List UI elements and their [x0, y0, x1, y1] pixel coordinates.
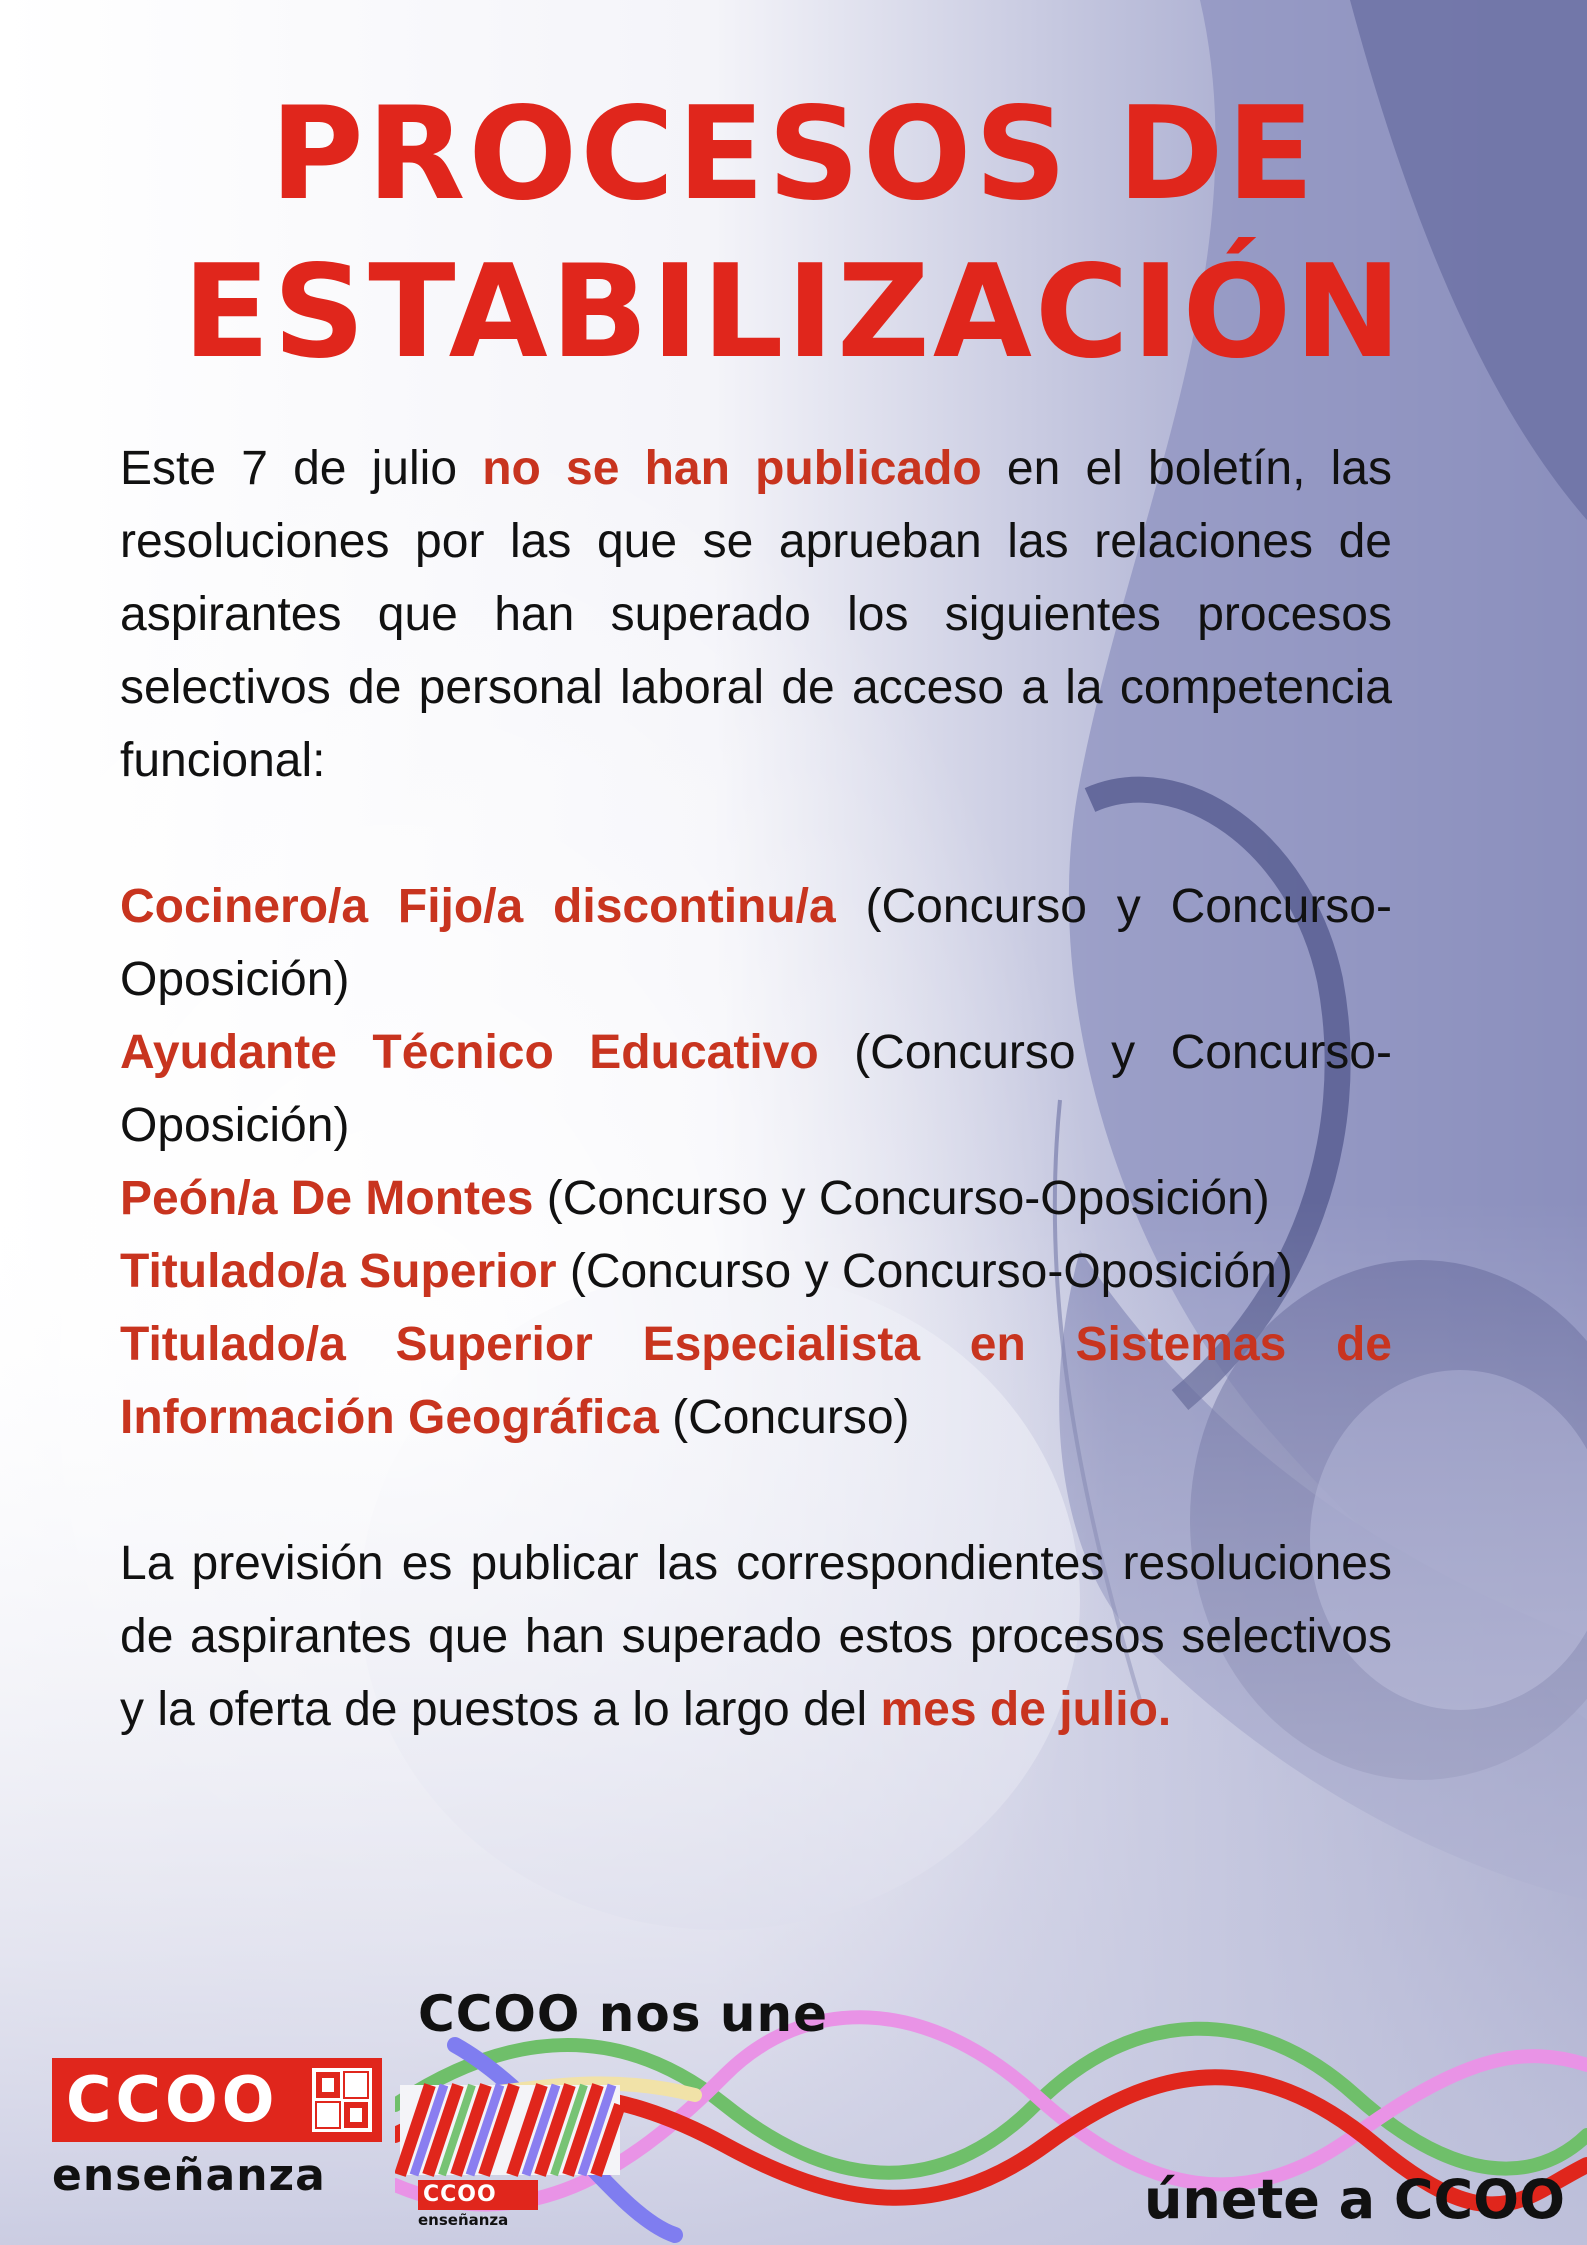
body-text: [120, 432, 1392, 1746]
ccoo-ensenanza-logo: [52, 2058, 382, 2201]
process-detail: (Concurso): [658, 1391, 910, 1444]
intro-text-end: en el boletín, las resoluciones por las que se aprueban las relaciones de aspirantes que han superado los siguientes procesos selectivos de personal laboral de acceso a la competencia funcional:: [120, 442, 1392, 787]
intro-highlight: no se han publicado: [482, 442, 982, 495]
process-detail: (Concurso y Concurso-Oposición): [556, 1245, 1293, 1298]
logo-subtitle: enseñanza: [52, 2150, 326, 2201]
spacer: [120, 797, 1392, 870]
logo-word: CCOO: [66, 2063, 279, 2136]
small-logo-subtitle: enseñanza: [418, 2211, 509, 2229]
process-name: Titulado/a Superior: [120, 1245, 557, 1298]
title-line-2: ESTABILIZACIÓN: [182, 238, 1405, 387]
title-line-1: PROCESOS DE: [270, 80, 1317, 229]
process-detail: (Concurso y Concurso-Oposición): [120, 1026, 1392, 1152]
intro-text-start: Este 7 de julio: [120, 442, 483, 495]
process-item-2: [120, 1016, 1392, 1162]
process-detail: (Concurso y Concurso-Oposición): [120, 880, 1392, 1006]
small-logo-box: [418, 2180, 538, 2210]
process-item-4: [120, 1235, 1392, 1308]
slogan: CCOO nos une: [418, 1985, 829, 2043]
process-name: Titulado/a Superior Especialista en Sistemas de Información Geográfica: [120, 1318, 1392, 1444]
small-logo-word: CCOO: [423, 2182, 497, 2207]
small-ccoo-logo: [418, 2180, 538, 2229]
castilla-la-mancha-crest-icon: [312, 2068, 372, 2132]
closing-text: La previsión es publicar las correspondientes resoluciones de aspirantes que han superado estos procesos selectivos y la oferta de puestos a lo largo del: [120, 1537, 1392, 1736]
process-name: Cocinero/a Fijo/a discontinu/a: [120, 880, 836, 933]
striped-band: [400, 2085, 620, 2175]
logo-box: [52, 2058, 382, 2142]
process-item-1: [120, 870, 1392, 1016]
process-name: Ayudante Técnico Educativo: [120, 1026, 819, 1079]
process-detail: (Concurso y Concurso-Oposición): [533, 1172, 1270, 1225]
spacer: [120, 1454, 1392, 1527]
join-cta: únete a CCOO: [1143, 2168, 1565, 2231]
intro-paragraph: [120, 432, 1392, 797]
process-item-3: [120, 1162, 1392, 1235]
process-item-5: [120, 1308, 1392, 1454]
closing-highlight: mes de julio.: [880, 1683, 1172, 1736]
closing-paragraph: [120, 1527, 1392, 1746]
process-name: Peón/a De Montes: [120, 1172, 534, 1225]
